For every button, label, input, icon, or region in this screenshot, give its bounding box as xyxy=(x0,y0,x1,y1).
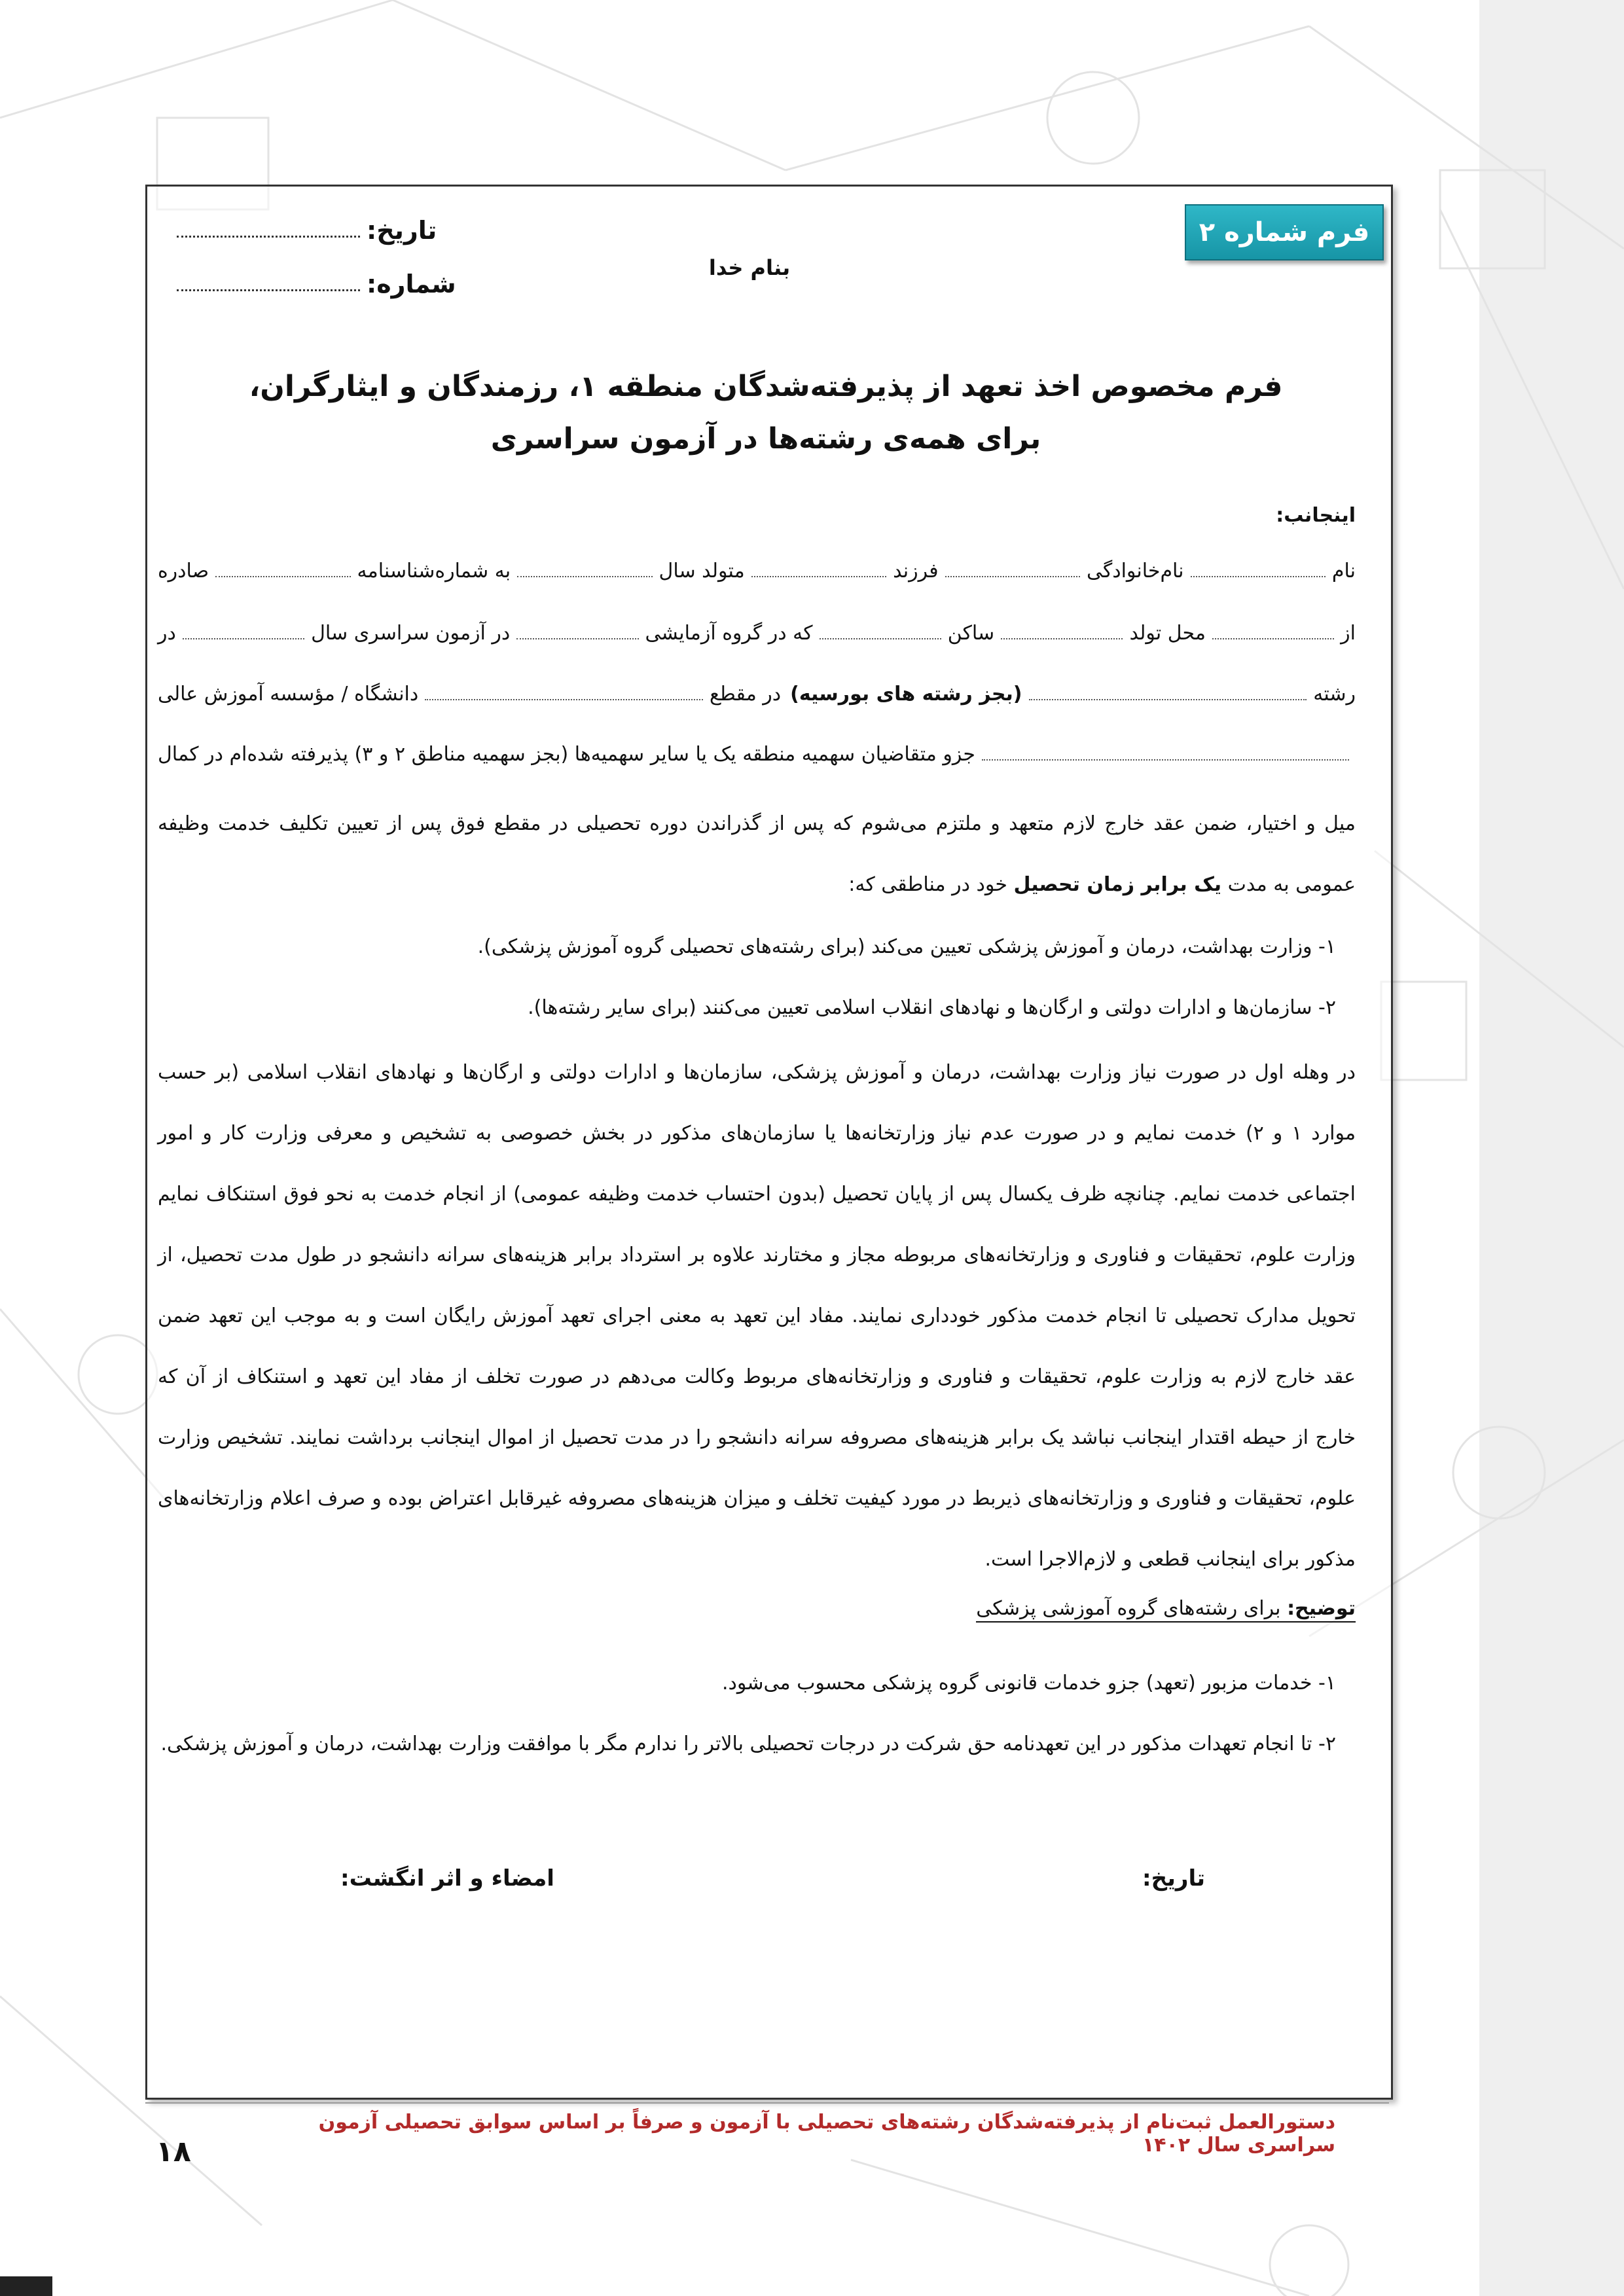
commitment-text-b: خود در مناطقی که: xyxy=(848,873,1014,896)
footer-divider xyxy=(145,2102,1389,2104)
signature-date-label: تاریخ: xyxy=(1142,1865,1205,1892)
residence-field[interactable] xyxy=(820,638,941,639)
header-number-field[interactable] xyxy=(177,289,360,291)
exam-year-field[interactable] xyxy=(183,638,304,639)
intro-label: اینجانب: xyxy=(1276,504,1356,527)
field-label-major: رشته xyxy=(1313,683,1356,706)
university-name-field[interactable] xyxy=(982,759,1349,761)
father-name-field[interactable] xyxy=(751,576,886,577)
major-field[interactable] xyxy=(1029,699,1307,700)
note-heading xyxy=(976,1597,1356,1623)
exam-group-field[interactable] xyxy=(516,638,638,639)
field-label-resident: ساکن xyxy=(947,622,995,645)
list-item-1: ۱- وزارت بهداشت، درمان و آموزش پزشکی تعیین می‌کند (برای رشته‌های تحصیلی گروه آموزش پزشکی). xyxy=(477,935,1336,958)
note-text: برای رشته‌های گروه آموزشی پزشکی xyxy=(976,1597,1288,1620)
commitment-paragraph xyxy=(158,793,1356,915)
note-label: توضیح: xyxy=(1287,1597,1356,1620)
birth-year-field[interactable] xyxy=(517,576,652,577)
form-number-badge: فرم شماره ۲ xyxy=(1185,204,1384,260)
footer-caption: دستورالعمل ثبت‌نام از پذیرفته‌شدگان رشته‌های تحصیلی با آزمون و صرفاً بر اساس سوابق تحصیلی آزمون سراسری سال ۱۴۰۲ xyxy=(318,2111,1335,2157)
field-label-issued: صادره xyxy=(157,560,209,583)
id-number-field[interactable] xyxy=(215,576,350,577)
header-date-label: تاریخ: xyxy=(367,216,437,245)
fill-line-3 xyxy=(158,683,1356,722)
fill-line-4 xyxy=(158,743,1356,782)
field-label-in: در xyxy=(157,622,176,645)
first-name-field[interactable] xyxy=(1191,576,1326,577)
list-item-2: ۲- سازمان‌ها و ادارات دولتی و ارگان‌ها و نهادهای انقلاب اسلامی تعیین می‌کنند (برای سایر رشته‌ها). xyxy=(528,996,1336,1019)
field-label-except-scholarship: (بجز رشته های بورسیه) xyxy=(790,683,1022,706)
form-title-line2: برای همه‌ی رشته‌ها در آزمون سراسری xyxy=(490,422,1041,456)
header-date-field[interactable] xyxy=(177,236,360,238)
field-label-id-number: به شماره‌شناسنامه xyxy=(357,560,511,583)
field-label-university: دانشگاه / مؤسسه آموزش عالی xyxy=(158,683,419,706)
field-label-last-name: نام‌خانوادگی xyxy=(1086,560,1184,583)
last-name-field[interactable] xyxy=(945,576,1080,577)
field-label-from: از xyxy=(1341,622,1356,645)
field-label-degree: در مقطع xyxy=(709,683,782,706)
note-item-1: ۱- خدمات مزبور (تعهد) جزو خدمات قانونی گروه پزشکی محسوب می‌شود. xyxy=(721,1672,1336,1695)
page-number: ۱۸ xyxy=(156,2135,191,2168)
note-item-2: ۲- تا انجام تعهدات مذکور در این تعهدنامه حق شرکت در درجات تحصیلی بالاتر را ندارم مگر با موافقت وزارت بهداشت، درمان و آموزش پزشکی. xyxy=(160,1732,1336,1755)
birth-place-field[interactable] xyxy=(1001,638,1123,639)
signature-fingerprint-label: امضاء و اثر انگشت: xyxy=(340,1865,554,1892)
field-label-birth-place: محل تولد xyxy=(1129,622,1206,645)
form-title-line1: فرم مخصوص اخذ تعهد از پذیرفته‌شدگان منطقه ۱، رزمندگان و ایثارگران، xyxy=(249,370,1283,403)
commitment-duration: یک برابر زمان تحصیل xyxy=(1013,873,1222,896)
fill-line-2 xyxy=(158,622,1356,661)
degree-field[interactable] xyxy=(425,699,703,700)
bismillah-heading: بنام خدا xyxy=(708,255,791,280)
commitment-text-a: میل و اختیار، ضمن عقد خارج لازم متعهد و ملتزم می‌شوم که پس از گذراندن دوره تحصیلی در مقطع فوق پس از تعیین تکلیف خدمت وظیفه عمومی به مدت xyxy=(158,812,1356,896)
terms-paragraph: در وهله اول در صورت نیاز وزارت بهداشت، درمان و آموزش پزشکی، سازمان‌ها و ادارات دولتی و ارگان‌ها و نهادهای انقلاب اسلامی (بر حسب موارد ۱ و ۲) خدمت نمایم و در صورت عدم نیاز وزارتخانه‌ها یا سازمان‌های مذکور در بخش خصوصی به تشخیص و معرفی وزارت کار و امور اجتماعی خدمت نمایم. چنانچه ظرف یکسال پس از پایان تحصیل (بدون احتساب خدمت وظیفه عمومی) از انجام خدمت به نحو فوق استنکاف نمایم وزارت علوم، تحقیقات و فناوری و وزارتخانه‌های مربوطه مجاز و مختارند علاوه بر استرداد برابر هزینه‌های سرانه دانشجو در طول مدت تحصیل، از تحویل مدارک تحصیلی تا انجام خدمت مذکور خودداری نمایند. مفاد این تعهد به معنی اجرای تعهد آموزش رایگان است و به موجب این تعهد ضمن عقد خارج لازم به وزارت علوم، تحقیقات و فناوری و وزارتخانه‌های مربوط وکالت می‌دهم در صورت تخلف از مفاد این تعهد و استنکاف از آن که خارج از حیطه اقتدار اینجانب نباشد یک برابر هزینه‌های مصروفه سرانه دانشجو را در مدت تحصیل از اموال اینجانب برداشت نمایند. تشخیص وزارت علوم، تحقیقات و فناوری و وزارتخانه‌های ذیربط در مورد کیفیت تخلف و میزان هزینه‌های مصروفه غیرقابل اعتراض بوده و صرف اعلام وزارتخانه‌های مذکور برای اینجانب قطعی و لازم‌الاجرا است. xyxy=(158,1061,1356,1571)
corner-logo-icon xyxy=(0,2276,52,2296)
issued-place-field[interactable] xyxy=(1212,638,1334,639)
fill-line-1 xyxy=(158,560,1356,599)
field-label-exam-group: که در گروه آزمایشی xyxy=(645,622,813,645)
quota-statement: جزو متقاضیان سهمیه منطقه یک یا سایر سهمیه‌ها (بجز سهمیه مناطق ۲ و ۳) پذیرفته شده‌ام در کمال xyxy=(158,743,975,766)
field-label-father-name: فرزند xyxy=(893,560,939,583)
field-label-birth-year: متولد سال xyxy=(659,560,745,583)
field-label-exam-year: در آزمون سراسری سال xyxy=(311,622,511,645)
header-number-label: شماره: xyxy=(367,270,456,298)
field-label-first-name: نام xyxy=(1331,560,1356,583)
